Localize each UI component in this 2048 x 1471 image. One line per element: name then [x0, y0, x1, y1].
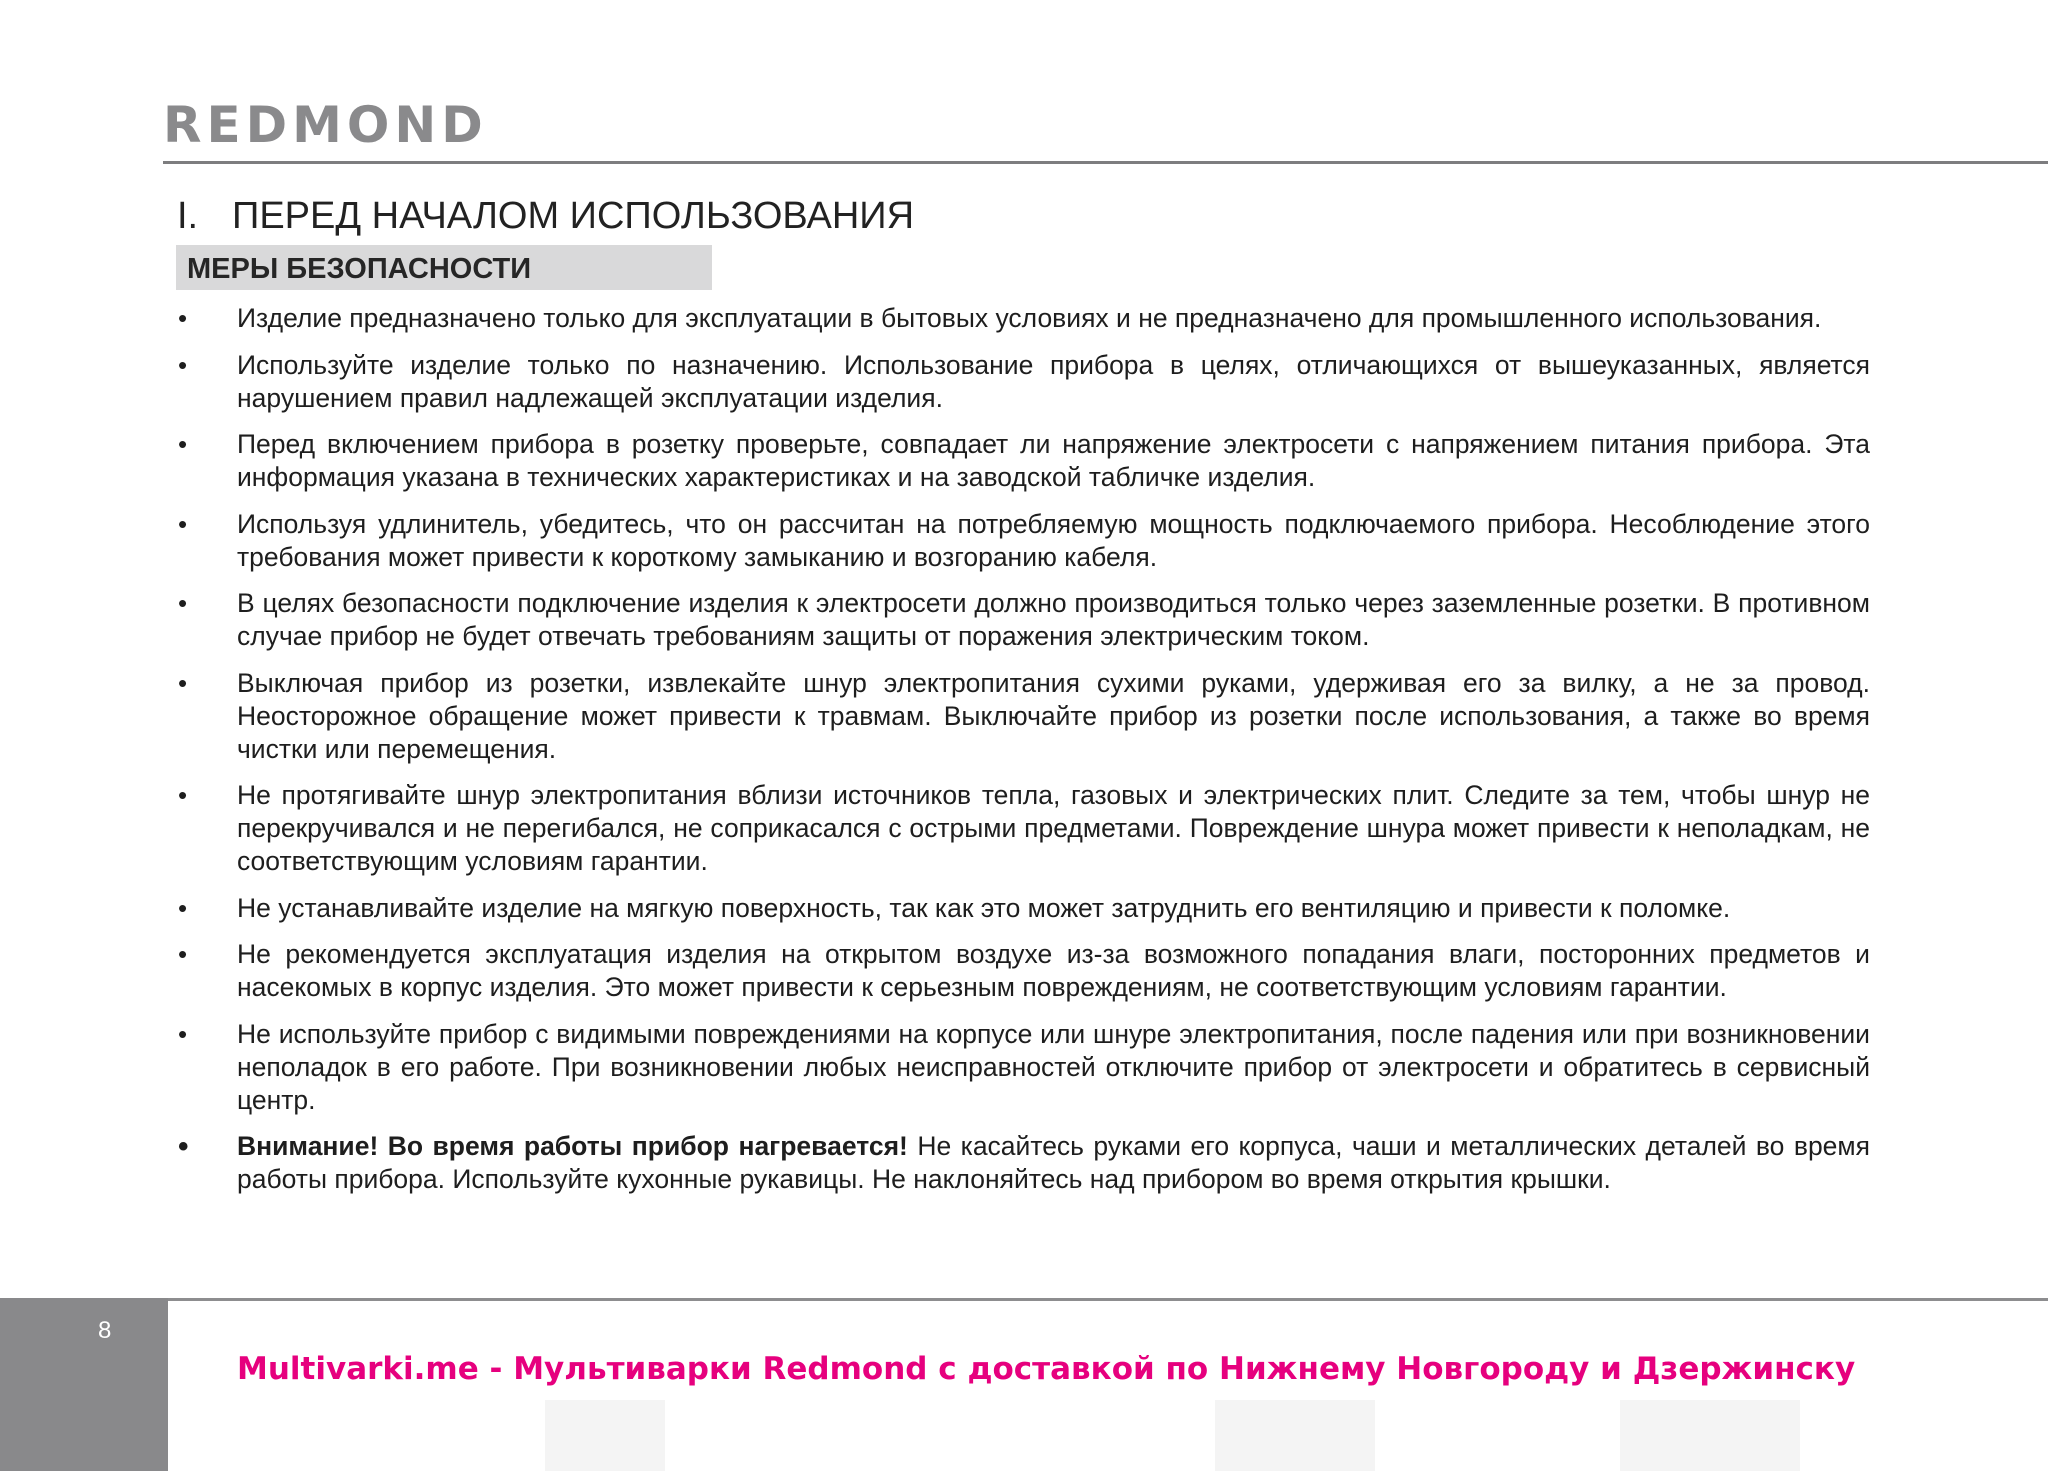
- list-item: [176, 587, 1870, 653]
- list-item-text: Используя удлинитель, убедитесь, что он рассчитан на потребляемую мощность подключаемого прибора. Несоблюдение этого требования может привести к короткому замыканию и возгоранию кабеля.: [237, 508, 1870, 572]
- bullet-icon: •: [178, 667, 188, 698]
- subsection-header: [176, 245, 712, 290]
- list-item: [176, 779, 1870, 878]
- warning-item: [176, 1130, 1870, 1196]
- list-item-text: Изделие предназначено только для эксплуатации в бытовых условиях и не предназначено для промышленного использования.: [237, 303, 1822, 333]
- page-number-block: [0, 1298, 168, 1471]
- bullet-icon: •: [178, 780, 188, 810]
- bullet-icon: •: [178, 429, 188, 459]
- safety-list: [176, 302, 1870, 1210]
- warning-text: Не касайтесь руками его корпуса, чаши и металлических деталей во время работы прибора. Используйте кухонные рукавицы. Не наклоняйтесь над прибором во время открытия крышки.: [237, 1131, 1870, 1194]
- list-item-text: В целях безопасности подключение изделия к электросети должно производиться только через заземленные розетки. В противном случае прибор не будет отвечать требованиям защиты от поражения электрическим током.: [237, 588, 1870, 651]
- list-item: [176, 1018, 1870, 1117]
- section-number: I.: [177, 195, 199, 237]
- list-item-text: Выключая прибор из розетки, извлекайте шнур электропитания сухими руками, удерживая его за вилку, а не за провод. Неосторожное обращение может привести к травмам. Выключайте прибор из розетки после использования, а также во время чистки или перемещения.: [237, 667, 1870, 764]
- bullet-icon: •: [178, 1130, 189, 1163]
- footer-background-band: [1620, 1400, 1800, 1471]
- section-title: [177, 196, 914, 238]
- bullet-icon: •: [178, 588, 188, 618]
- list-item: [176, 667, 1870, 766]
- list-item-text: Не используйте прибор с видимыми повреждениями на корпусе или шнуре электропитания, после падения или при возникновении неполадок в его работе. При возникновении любых неисправностей отключите прибор от электросети и обратитесь в сервисный центр.: [237, 1018, 1870, 1115]
- subsection-title: МЕРЫ БЕЗОПАСНОСТИ: [187, 253, 532, 285]
- list-item: [176, 349, 1870, 415]
- header-divider: [163, 161, 2048, 164]
- section-title-text: ПЕРЕД НАЧАЛОМ ИСПОЛЬЗОВАНИЯ: [232, 195, 915, 237]
- bullet-icon: •: [178, 303, 188, 333]
- bullet-icon: •: [178, 892, 188, 923]
- list-item-text: Перед включением прибора в розетку проверьте, совпадает ли напряжение электросети с напряжением питания прибора. Эта информация указана в технических характеристиках и на заводской табличке изделия.: [237, 429, 1870, 492]
- list-item: [176, 892, 1870, 925]
- warning-bold-text: Внимание! Во время работы прибор нагревается!: [237, 1131, 908, 1161]
- list-item-text: Не устанавливайте изделие на мягкую поверхность, так как это может затруднить его вентиляцию и привести к поломке.: [237, 892, 1731, 923]
- bullet-icon: •: [178, 508, 188, 539]
- bullet-icon: •: [178, 939, 188, 969]
- footer-background-band: [1215, 1400, 1375, 1471]
- list-item-text: Используйте изделие только по назначению. Использование прибора в целях, отличающихся от вышеуказанных, является нарушением правил надлежащей эксплуатации изделия.: [237, 349, 1870, 413]
- page-number: 8: [98, 1317, 112, 1344]
- list-item: [176, 302, 1870, 335]
- list-item-text: Не рекомендуется эксплуатация изделия на открытом воздухе из-за возможного попадания влаги, посторонних предметов и насекомых в корпус изделия. Это может привести к серьезным повреждениям, не соответствующим условиям гарантии.: [237, 939, 1870, 1002]
- redmond-logo: REDMOND: [163, 96, 488, 154]
- bullet-icon: •: [178, 1018, 188, 1049]
- list-item: [176, 938, 1870, 1004]
- list-item: [176, 428, 1870, 494]
- list-item-text: Не протягивайте шнур электропитания вблизи источников тепла, газовых и электрических плит. Следите за тем, чтобы шнур не перекручивался и не перегибался, не соприкасался с острыми предметами. Повреждение шнура может привести к неполадкам, не соответствующим условиям гарантии.: [237, 780, 1870, 876]
- bullet-icon: •: [178, 349, 188, 380]
- footer-site-link[interactable]: Multivarki.me - Мультиварки Redmond с доставкой по Нижнему Новгороду и Дзержинску: [237, 1351, 1856, 1387]
- footer-divider: [0, 1298, 2048, 1301]
- footer-background-band: [545, 1400, 665, 1471]
- list-item: [176, 508, 1870, 574]
